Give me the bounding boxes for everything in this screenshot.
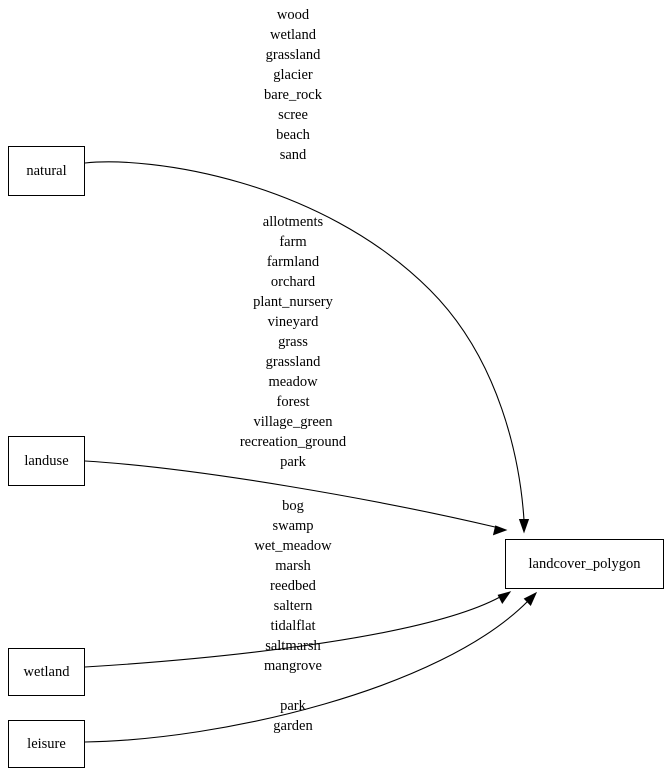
node-landuse[interactable] (8, 436, 85, 486)
node-label: wetland (23, 663, 70, 680)
edge-label-value: farmland (266, 254, 320, 270)
edge-label-value: garden (273, 718, 313, 734)
edge-label-value: wood (276, 7, 310, 23)
edge-label-value: plant_nursery (253, 294, 333, 310)
node-label: landuse (24, 452, 69, 469)
edge-label-value: glacier (273, 67, 313, 83)
node-label: natural (26, 162, 67, 179)
edge-label-value: recreation_ground (239, 434, 347, 450)
node-wetland[interactable] (8, 648, 85, 696)
edge-label-value: scree (278, 107, 308, 123)
edge-label-value: forest (276, 394, 310, 410)
edge-label-value: vineyard (267, 314, 319, 330)
node-natural[interactable] (8, 146, 85, 196)
node-label: leisure (27, 735, 66, 752)
edge-label-value: bare_rock (264, 87, 322, 103)
edge-label-value: swamp (272, 518, 314, 534)
edge-label-value: mangrove (264, 658, 322, 674)
edge-label-value: reedbed (270, 578, 316, 594)
edge-label-value: tidalflat (270, 618, 316, 634)
edge-labels-landuse (228, 212, 358, 472)
edge-label-value: wet_meadow (254, 538, 332, 554)
edge-label-value: saltmarsh (265, 638, 321, 654)
edge-label-value: grassland (265, 354, 321, 370)
node-leisure[interactable] (8, 720, 85, 768)
edge-labels-leisure (228, 696, 358, 736)
edge-label-value: saltern (273, 598, 313, 614)
edge-label-value: sand (279, 147, 307, 163)
edge-label-value: orchard (270, 274, 316, 290)
edge-label-value: farm (279, 234, 307, 250)
edge-label-value: park (280, 454, 306, 470)
edge-label-value: village_green (253, 414, 333, 430)
edge-labels-natural (228, 5, 358, 165)
node-landcover-polygon[interactable] (505, 539, 664, 589)
edge-label-value: marsh (275, 558, 311, 574)
node-label: landcover_polygon (528, 555, 641, 572)
edge-labels-wetland (228, 496, 358, 676)
edge-label-value: grassland (265, 47, 321, 63)
edge-label-value: beach (276, 127, 310, 143)
edge-label-value: allotments (262, 214, 324, 230)
edge-label-value: park (280, 698, 306, 714)
edge-label-value: meadow (268, 374, 318, 390)
edge-label-value: wetland (270, 27, 316, 43)
edge-label-value: bog (282, 498, 304, 514)
edge-label-value: grass (278, 334, 308, 350)
